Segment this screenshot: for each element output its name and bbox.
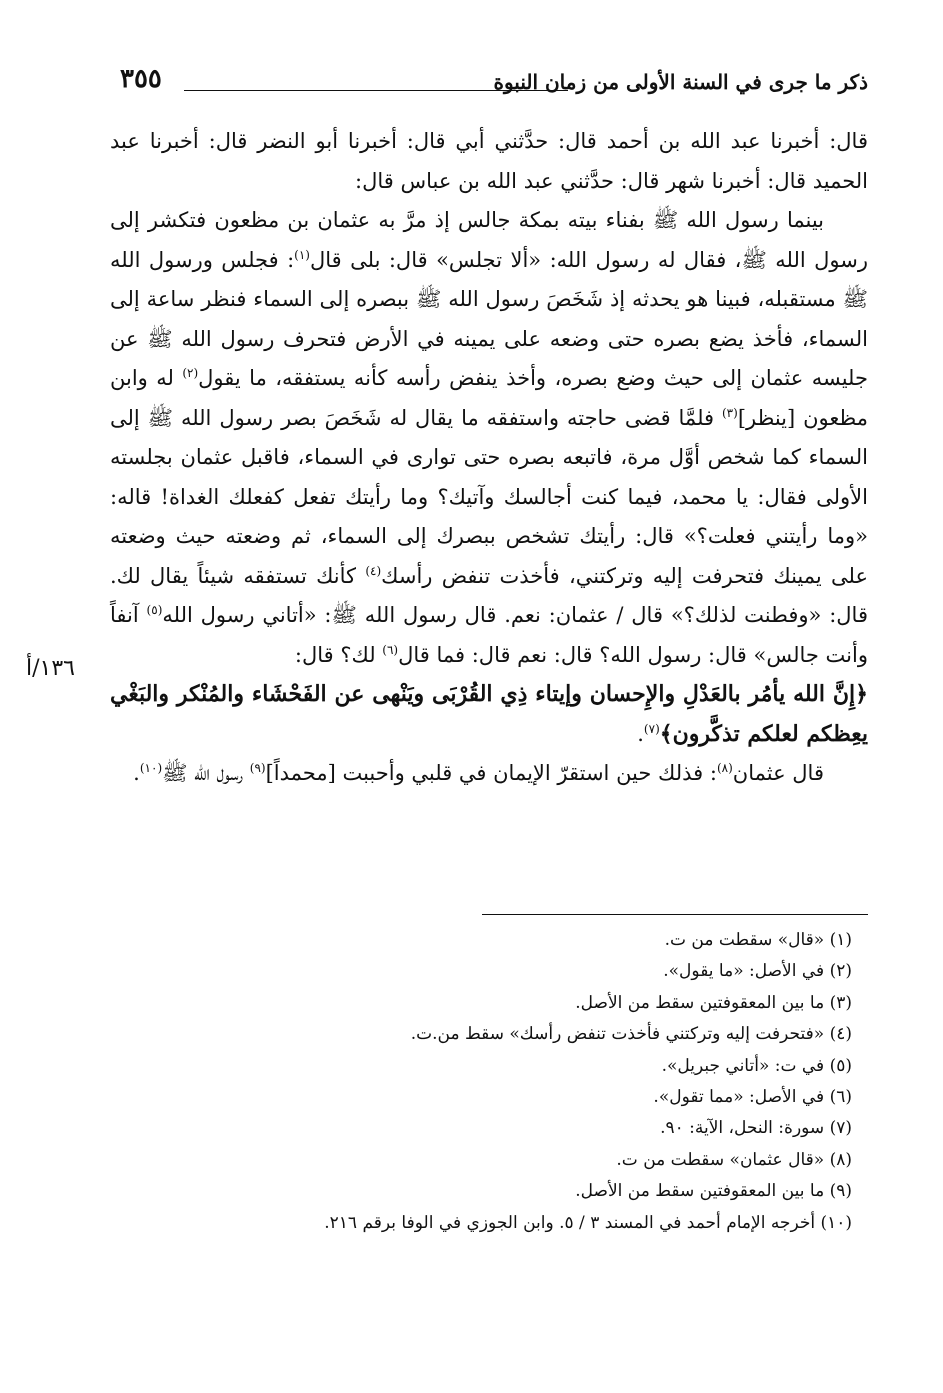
- narration-text: : فجلس ورسول الله ﷺ مستقبله، فبينا هو يحدثه إذ شَخَصَ رسول الله ﷺ ببصره إلى السماء فنظر ساعة إلى السماء، فأخذ يضع بصره حتى وضعه على يمينه في الأرض فتحرف رسول الله ﷺ عن جليسه عثمان إلى حيث وضع بصره، وأخذ ينفض رأسه كأنه يستفقه، ما يقول: [110, 247, 868, 390]
- conclusion-text: : فذلك حين استقرّ الإيمان في قلبي وأحببت [محمداً]: [265, 761, 717, 785]
- footnote-item: (٩) ما بين المعقوفتين سقط من الأصل.: [575, 1181, 852, 1202]
- paragraph-narration: [110, 201, 868, 675]
- page-header: [120, 62, 868, 102]
- footnote-ref: (٣): [721, 405, 738, 420]
- footnote-ref: (٤): [365, 563, 382, 578]
- footnote-item: (٤) «فتحرفت إليه وتركتني فأخذت تنفض رأسك» سقط من.ت.: [410, 1024, 852, 1045]
- manuscript-folio-ref: ١٣٦/أ: [26, 656, 75, 681]
- footnote-item: (٢) في الأصل: «ما يقول».: [663, 961, 852, 982]
- footnote-item: (١٠) أخرجه الإمام أحمد في المسند ٣ / ٥. وابن الجوزي في الوفا برقم ٢١٦.: [324, 1212, 852, 1233]
- footnote-separator: [482, 914, 868, 915]
- footnote-ref: (١): [294, 247, 310, 262]
- isnad-text: قال: أخبرنا عبد الله بن أحمد قال: حدَّثني أبي قال: أخبرنا أبو النضر قال: أخبرنا عبد الحميد قال: أخبرنا شهر قال: حدَّثني عبد الله بن عباس قال:: [110, 129, 868, 193]
- narration-text: لك؟ قال:: [294, 642, 383, 667]
- narration-text: آنفاً وأنت جالس» قال: رسول الله؟ قال: نعم قال: فما قال: [110, 603, 868, 667]
- page-number: ٣٥٥: [120, 64, 162, 94]
- footnote-ref: (٨): [716, 761, 733, 775]
- conclusion-text: رسول الله ﷺ: [162, 761, 250, 785]
- main-text: [110, 122, 868, 794]
- header-rule: [184, 90, 568, 91]
- footnote-item: (٥) في ت: «أتاني جبريل».: [661, 1055, 852, 1076]
- footnote-item: (١) «قال» سقطت من ت.: [664, 930, 852, 950]
- running-title: ذكر ما جرى في السنة الأولى من زمان النبوة: [493, 70, 868, 94]
- quran-end: .: [637, 721, 644, 746]
- footnote-ref: (٦): [382, 642, 399, 657]
- narration-text: فلمَّا قضى حاجته واستفقه ما يقال له شَخَصَ بصر رسول الله ﷺ إلى السماء كما شخص أوَّل مرة، فاتبعه بصره حتى توارى في السماء، فاقبل عثمان بجلسته الأولى فقال: يا محمد، فيما كنت أجالسك وآتيك؟ وما رأيتك تفعل كفعلك الغداة! قاله: «وما رأيتني فعلت؟» قال: رأيتك تشخص ببصرك إلى السماء، ثم وضعته حيث وضعته على يمينك فتحرفت إليه وتركتني، فأخذت تنفض رأسك: [110, 405, 868, 588]
- narration-text: بينما رسول الله ﷺ بفناء بيته بمكة جالس إذ مرَّ به عثمان بن مظعون فتكشر إلى رسول الله ﷺ، فقال له رسول الله: «ألا تجلس» قال: بلى قال: [110, 208, 868, 272]
- paragraph-isnad: [110, 122, 868, 201]
- footnote-ref: (٧): [643, 721, 660, 736]
- narration-text: له وابن مظعون [ينظر]: [110, 366, 868, 430]
- footnote-ref: (٥): [146, 603, 163, 617]
- footnote-ref: (٢): [182, 366, 199, 380]
- conclusion-text: قال عثمان: [732, 761, 824, 785]
- footnote-ref: (٩): [249, 761, 266, 775]
- narration-text: كأنك تستفقه شيئاً يقال لك. قال: «وفطنت لذلك؟» قال / عثمان: نعم. قال رسول الله ﷺ: «أتاني رسول الله: [110, 563, 868, 627]
- conclusion-text: .: [133, 761, 140, 785]
- footnote-item: (٧) سورة: النحل، الآية: ٩٠.: [660, 1118, 852, 1139]
- paragraph-conclusion: [110, 754, 868, 794]
- footnote-item: (٣) ما بين المعقوفتين سقط من الأصل.: [575, 992, 852, 1013]
- footnote-ref: (١٠): [139, 761, 163, 775]
- footnote-item: (٦) في الأصل: «مما تقول».: [653, 1087, 852, 1108]
- footnotes-list: [110, 925, 852, 1239]
- paragraph-quran: [110, 675, 868, 754]
- quran-verse: ﴿إِنَّ الله يأمُر بالعَدْلِ والإِحسان وإيتاء ذِي القُرْبَى ويَنْهى عن الفَحْشَاء والمُنْكر والبَغْي يعِظكم لعلكم تذكَّرون﴾: [110, 681, 868, 747]
- footnote-item: (٨) «قال عثمان» سقطت من ت.: [616, 1149, 852, 1170]
